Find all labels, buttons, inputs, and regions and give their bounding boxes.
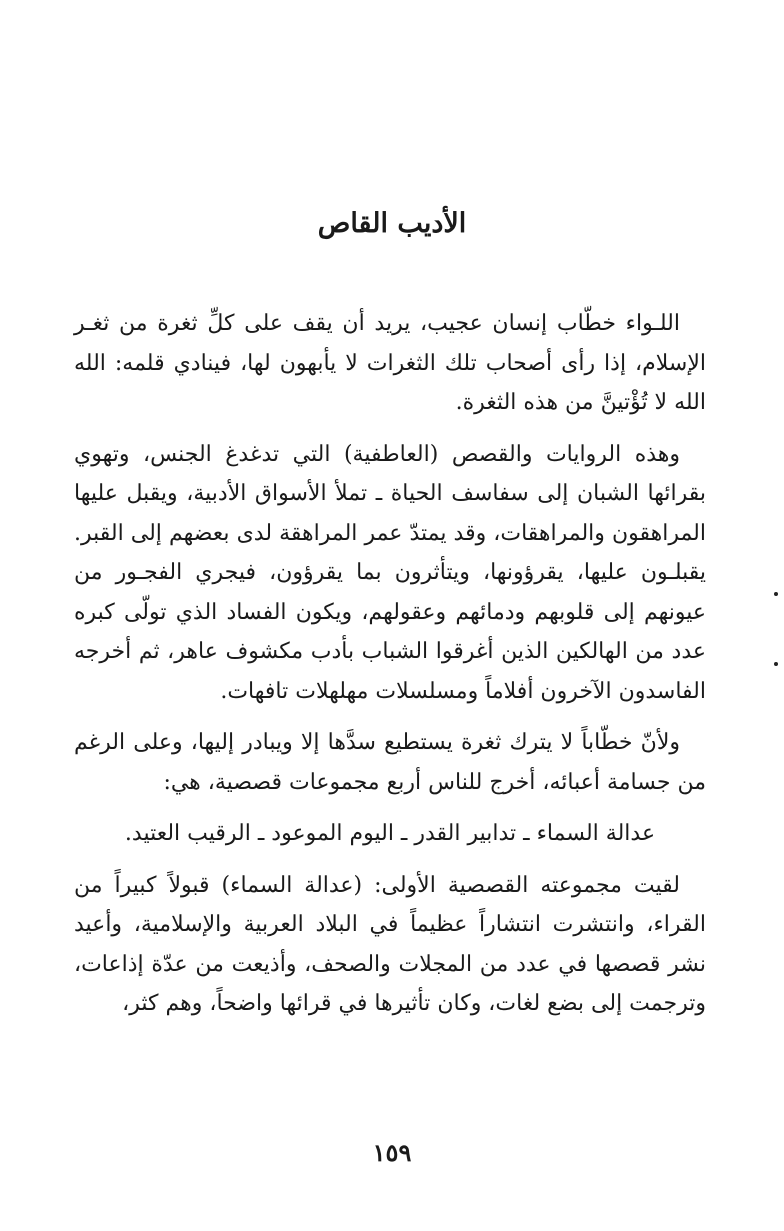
paragraph-intro: اللـواء خطّاب إنسان عجيب، يريد أن يقف على كلِّ ثغرة من ثغـر الإسلام، إذا رأى أصحاب تلك الثغرات لا يأبهون لها، فينادي قلمه: الله الله لا تُؤْتينَّ من هذه الثغرة.: [74, 311, 706, 415]
paragraph-first-collection: لقيت مجموعته القصصية الأولى: (عدالة السماء) قبولاً كبيراً من القراء، وانتشرت انتشاراً عظيماً في البلاد العربية والإسلامية، وأعيد نشر قصصها في عدد من المجلات والصحف، وأذيعت من عدّة إذاعات، وترجمت إلى بضع لغات، وكان تأثيرها في قرائها واضحاً، وهم كثر،: [74, 872, 706, 1016]
page-number: ١٥٩: [372, 1138, 412, 1167]
paragraph-collections: ولأنّ خطّاباً لا يترك ثغرة يستطيع سدَّها إلا ويبادر إليها، وعلى الرغم من جسامة أعبائه، أخرج للناس أربع مجموعات قصصية، هي:: [74, 730, 706, 795]
margin-mark: [774, 662, 778, 666]
paragraph-novels: وهذه الروايات والقصص (العاطفية) التي تدغدغ الجنس، وتهوي بقرائها الشبان إلى سفاسف الحياة ـ تملأ الأسواق الأدبية، ويقبل عليها المراهقون والمراهقات، وقد يمتدّ عمر المراهقة لدى بعضهم إلى القبر. يقبلـون عليها، يقرؤونها، ويتأثرون بما يقرؤون، فيجري الفجـور من عيونهم إلى قلوبهم ودمائهم وعقولهم، ويكون الفساد الذي تولّى كبره عدد من الهالكين الذين أغرقوا الشباب بأدب مكشوف عاهر، ثم أخرجه الفاسدون الآخرون أفلاماً ومسلسلات مهلهلات تافهات.: [74, 441, 706, 704]
body-text: [74, 304, 706, 1036]
chapter-title: الأديب القاص: [317, 208, 467, 239]
margin-mark: [774, 592, 778, 596]
collection-list: عدالة السماء ـ تدابير القدر ـ اليوم الموعود ـ الرقيب العتيد.: [124, 821, 656, 846]
